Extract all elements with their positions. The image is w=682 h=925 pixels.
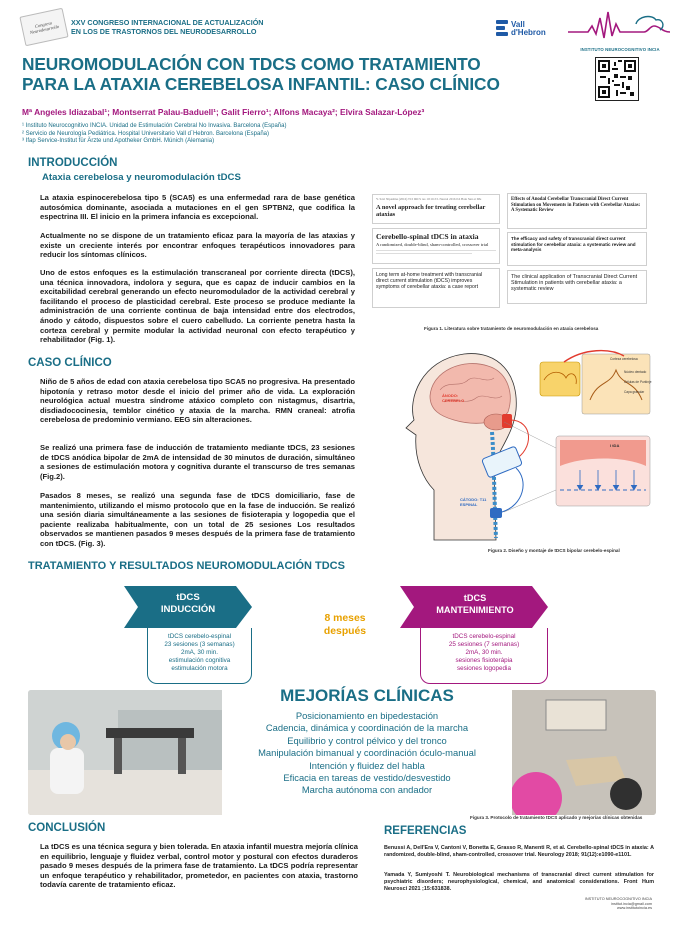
caso-heading: CASO CLÍNICO [28, 357, 112, 369]
conclusion-text: La tDCS es una técnica segura y bien tolerada. En ataxia infantil muestra mejoría clínica en equilibrio, lenguaje y fluidez verbal, control motor y postural con efectos duraderos pasado 9 meses después de la primera fase de tratamiento. La tDCS podría representar un enfoque terapéutico y rehabilitador, prometedor, en pacientes con ataxia, trastorno todavía carente de tratamiento eficaz. [40, 842, 358, 890]
mantenimiento-line-2: 25 sesiones (7 semanas) [448, 641, 520, 648]
mejorias-title: MEJORÍAS CLÍNICAS [280, 686, 454, 705]
literature-card-2-title: Cerebello-spinal tDCS in ataxia [376, 232, 479, 241]
conclusion-heading: CONCLUSIÓN [28, 822, 106, 834]
induccion-line-3: 2mA, 30 min. [180, 649, 219, 656]
inset-label-3: Células de Purkinje [624, 380, 652, 384]
induccion-line-5: estimulación motora [171, 665, 228, 672]
caso-paragraph-1: Niño de 5 años de edad con ataxia cerebelosa tipo SCA5 no progresiva. Ha presentado hipotonía y retraso motor desde el inicio del primer año de vida. La exploración neurológica actual muestra síndrome atáxico completo con nistagmus, disartria, disdiadococinesia, temblor cinético y ataxia de la marcha. RMN craneal: atrofia cerebelosa de predominio vermiano. EEG sin alteraciones. [40, 377, 355, 425]
tratamiento-heading: TRATAMIENTO Y RESULTADOS NEUROMODULACIÓN TDCS [28, 560, 345, 572]
figure-2-illustration [384, 340, 654, 545]
figure-2-caption: Figura 2. Diseño y montaje de tDCS bipolar cerebelo-espinal [488, 548, 620, 553]
mantenimiento-line-1: tDCS cerebelo-espinal [452, 633, 516, 640]
literature-card-1 [372, 194, 500, 224]
footer-contact [540, 897, 652, 911]
patient-photo-left [28, 690, 228, 815]
intro-paragraph-3: Uno de estos enfoques es la estimulación transcraneal por corriente directa (tDCS), una técnica innovadora, indolora y segura, que es capaz de inducir cambios en la excitabilidad cerebral generando un efecto neuromodulador de la actividad cerebral y facilitando el proceso de plasticidad cerebral. Este proceso se produce mediante la administración de una corriente continua de baja intensidad entre dos electrodos, ánodo y cátodo, dispuestos sobre el cuero cabelludo. La corriente penetra hasta la corteza cerebral y permite modular la actividad neuronal con efecto terapéutico y rehabilitador (Fig. 1). [40, 268, 355, 345]
intro-subheading: Ataxia cerebelosa y neuromodulación tDCS [42, 172, 241, 183]
congress-line2: EN LOS DE TRASTORNOS DEL NEURODESARROLLO [71, 26, 257, 36]
affiliation-2: ² Servicio de Neurología Pediátrica. Hospital Universitario Vall d´Hebron. Barcelona (España) [22, 130, 270, 137]
interval-line-1: 8 meses [324, 613, 366, 624]
footer-line-2[interactable]: institut.incia@gmail.com [611, 901, 652, 906]
mejoria-item-7: Marcha autónoma con andador [301, 784, 433, 796]
incia-label: INSTITUTO NEUROCOGNITIVO INCIA [580, 47, 660, 52]
literature-card-4 [507, 193, 647, 229]
poster-title [22, 55, 500, 94]
mantenimiento-line-5: sesiones logopedia [457, 665, 511, 672]
vall-hebron-icon [496, 20, 508, 38]
brainwave-icon [566, 8, 674, 42]
authors: Mª Angeles Idiazabal¹; Montserrat Palau-Baduell¹; Galit Fierro¹; Alfons Macaya²; Elvira Salazar-López³ [22, 107, 425, 117]
photo-child-puzzle-icon [506, 690, 656, 815]
literature-card-5-title: The efficacy and safety of transcranial direct current stimulation for cerebellar ataxia: a systematic review and meta-analysis [511, 236, 636, 253]
induccion-title-1: tDCS [176, 592, 200, 603]
mejoria-item-4: Manipulación bimanual y coordinación óculo-manual [258, 747, 476, 759]
induccion-title-2: INDUCCIÓN [160, 604, 216, 615]
mantenimiento-title [414, 592, 536, 616]
affiliations [22, 123, 286, 146]
mantenimiento-line-4: sesiones fisioterápia [455, 657, 513, 664]
vall-hebron-logo [496, 20, 546, 38]
qr-code-icon [598, 60, 636, 98]
congress-logo [19, 8, 68, 46]
inset-label-2: Núcleo dentado [624, 370, 647, 374]
vall-hebron-line2: d'Hebron [511, 28, 546, 37]
patient-photo-right [506, 690, 656, 815]
mejoria-item-2: Cadencia, dinámica y coordinación de la marcha [265, 722, 469, 734]
inset-label-4: Capa granular [624, 390, 645, 394]
footer-line-3[interactable]: www.institutoincia.es [616, 906, 652, 911]
referencias-heading: REFERENCIAS [384, 825, 467, 837]
mejoria-item-3: Equilibrio y control pélvico y del tronco [287, 734, 447, 746]
cathode-label: CÁTODO: T11 ESPINAL [460, 497, 487, 507]
induccion-line-2: 23 sesiones (3 semanas) [164, 641, 235, 648]
intro-paragraph-1: La ataxia espinocerebelosa tipo 5 (SCA5) es una enfermedad rara de base genética autosómica dominante, asociada a mutaciones en el gen SPTBN2, que codifica la espectrina III. El inicio en la primera infancia es excepcional. [40, 193, 355, 222]
mejorias-list [222, 710, 512, 797]
title-line1: NEUROMODULACIÓN CON TDCS COMO TRATAMIENTO [22, 54, 481, 74]
intro-heading: INTRODUCCIÓN [28, 157, 118, 169]
congress-logo-text: Congreso Neurodesarrollo [29, 20, 60, 35]
mantenimiento-title-2: MANTENIMIENTO [436, 605, 514, 615]
induccion-title [140, 592, 236, 616]
mejoria-item-5: Intención y fluidez del habla [309, 759, 425, 771]
affiliation-1: ¹ Instituto Neurocognitivo INCIA. Unidad de Estimulación Cerebral No Invasiva. Barcelona (España) [22, 123, 287, 129]
interval-label [310, 612, 380, 638]
congress-line1: XXV CONGRESO INTERNACIONAL DE ACTUALIZACIÓN [71, 18, 264, 27]
current-label: I tDA [610, 443, 620, 448]
literature-card-1-meta: Y. Savi Nipashna (2016) TCI IRCS res 10:10-53. Neurol 2016 0.6 Hale Sun et 68e [376, 197, 482, 201]
literature-card-3-title: Long term at-home treatment with transcranial direct current stimulation (tDCS) improves symptoms of cerebellar ataxia: a case report [376, 272, 483, 290]
figure-1-caption: Figura 1. Literatura sobre tratamiento de neuromodulación en ataxia cerebelosa [424, 326, 599, 331]
literature-card-1-title: A novel approach for treating cerebellar ataxias [376, 203, 486, 218]
mantenimiento-box [420, 628, 548, 684]
literature-card-6 [507, 270, 647, 304]
mejoria-item-6: Eficacia en tareas de vestido/desvestido [283, 772, 451, 784]
literature-card-5 [507, 232, 647, 266]
induccion-box [147, 628, 252, 684]
induccion-line-4: estimulación cognitiva [168, 657, 231, 664]
interval-line-2: después [323, 626, 367, 637]
caso-paragraph-3: Pasados 8 meses, se realizó una segunda fase de tDCS domiciliario, fase de mantenimiento, utilizando el mismo protocolo que en la fase de inducción. Se realizó una sesión diaria simultáneamente a las sesiones de fisioterapia y logopedia que el paciente realizaba habitualmente, con un total de 25 sesiones Los resultados observados se mantienen pasados 9 meses después de la primera fase de tratamiento con tDCS. (Fig. 3). [40, 491, 355, 548]
reference-2: Yamada Y, Sumiyoshi T. Neurobiological mechanisms of transcranial direct current stimulation for psychiatric disorders; neurophysiological, chemical, and anatomical considerations. Front Hum Neurosci 2021 ;15:631838. [384, 872, 654, 892]
mejoria-item-1: Posicionamiento en bipedestación [295, 710, 439, 721]
incia-logo [566, 8, 674, 52]
figure-3-caption: Figura 3. Protocolo de tratamiento tDCS aplicado y mejorías clínicas obtenidas [470, 815, 643, 820]
inset-label-1: Corteza cerebelosa [610, 357, 638, 361]
title-line2: PARA LA ATAXIA CEREBELOSA INFANTIL: CASO CLÍNICO [22, 73, 500, 94]
qr-code[interactable] [595, 57, 639, 101]
photo-child-table-icon [28, 690, 228, 815]
affiliation-3: ³ Ifap Service-Institut für Ärzte und Apotheker GmbH. Múnich (Alemania) [22, 138, 215, 144]
anode-label: ÁNODO: CEREBELO [442, 393, 465, 403]
literature-card-6-title: The clinical application of Transcranial Direct Current Stimulation in patients with cerebellar ataxia: a systematic review [511, 274, 638, 293]
mantenimiento-title-1: tDCS [463, 593, 487, 603]
mantenimiento-line-3: 2mA, 30 min. [465, 649, 503, 656]
induccion-line-1: tDCS cerebelo-espinal [168, 633, 231, 640]
intro-paragraph-2: Actualmente no se dispone de un tratamiento eficaz para la mayoría de las ataxias y existe un creciente interés por encontrar enfoques terapéuticos innovadores para reducir los síntomas clínicos. [40, 231, 355, 260]
literature-card-2 [372, 228, 500, 264]
literature-card-4-title: Effects of Anodal Cerebellar Transcranial Direct Current Stimulation on Movements in Patients with Cerebellar Ataxias: A Systematic Review [511, 197, 641, 214]
congress-name [71, 19, 263, 36]
literature-card-3 [372, 268, 500, 308]
reference-1: Benussi A, Dell'Era V, Cantoni V, Bonetta E, Grasso R, Manenti R, et al. Cerebello-spinal tDCS in ataxia: A randomized, double-blind, sham-controlled, crossover trial. Neurology 2018; 91(12):e1090-e1101. [384, 845, 654, 858]
vall-hebron-line1: Vall [511, 19, 525, 29]
literature-card-2-subtitle: A randomized, double-blind, sham-controlled, crossover trial [376, 242, 489, 247]
caso-paragraph-2: Se realizó una primera fase de inducción de tratamiento mediante tDCS, 23 sesiones de tDCS anódica bipolar de 2mA de intensidad de 30 minutos de duración, simultáneo a sesiones de estimulación motora y cognitiva durante el transcurso de tres semanas (Fig.2). [40, 443, 355, 481]
footer-line-1: INSTITUTO NEUROCOGNITIVO INCIA [584, 897, 652, 901]
